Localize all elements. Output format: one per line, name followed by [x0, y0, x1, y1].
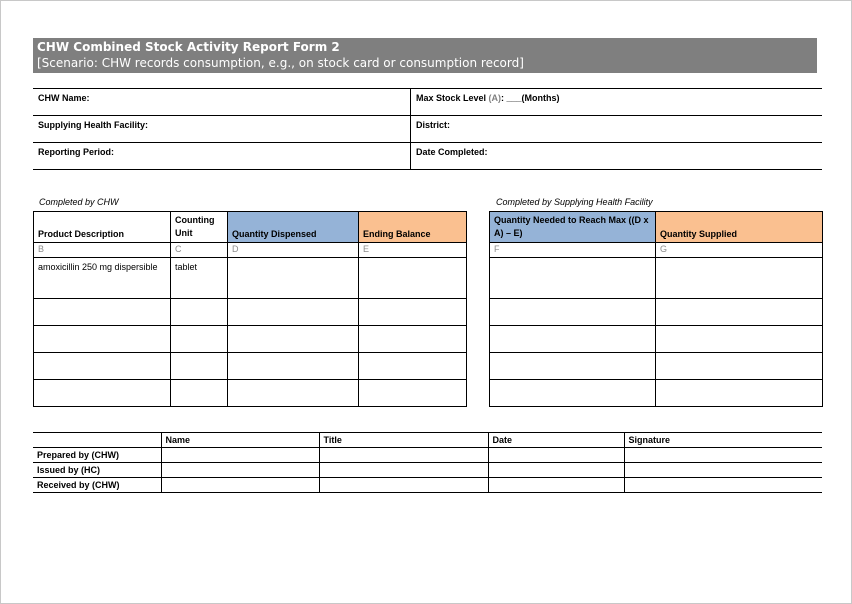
table-row: [490, 326, 823, 353]
ending-balance-cell[interactable]: [359, 299, 467, 326]
table-row: [34, 380, 467, 407]
col-counting-unit: Counting Unit: [171, 212, 228, 243]
signature-cell[interactable]: [624, 478, 822, 493]
signature-cell[interactable]: [624, 448, 822, 463]
dispensed-cell[interactable]: [228, 258, 359, 299]
table-row: [34, 258, 467, 299]
dispensed-cell[interactable]: [228, 326, 359, 353]
table-row: [490, 353, 823, 380]
table-row: [490, 380, 823, 407]
name-cell[interactable]: [161, 478, 319, 493]
sig-col-signature: Signature: [624, 433, 822, 448]
sig-col-title: Title: [319, 433, 488, 448]
unit-cell[interactable]: tablet: [171, 258, 228, 299]
col-quantity-needed: Quantity Needed to Reach Max ((D x A) – E): [490, 212, 656, 243]
ending-balance-cell[interactable]: [359, 353, 467, 380]
received-by-label: Received by (CHW): [33, 478, 161, 493]
product-cell[interactable]: [34, 326, 171, 353]
sig-col-blank: [33, 433, 161, 448]
unit-cell[interactable]: [171, 299, 228, 326]
prepared-by-label: Prepared by (CHW): [33, 448, 161, 463]
name-cell[interactable]: [161, 448, 319, 463]
form-scenario: [Scenario: CHW records consumption, e.g., on stock card or consumption record]: [37, 56, 524, 70]
quantity-needed-cell[interactable]: [490, 299, 656, 326]
chw-stock-table: [33, 211, 467, 407]
table-row: [34, 299, 467, 326]
dispensed-cell[interactable]: [228, 353, 359, 380]
date-cell[interactable]: [488, 478, 624, 493]
max-stock-level-label: Max Stock Level (A): ___(Months): [416, 93, 560, 103]
quantity-needed-cell[interactable]: [490, 353, 656, 380]
col-quantity-dispensed: Quantity Dispensed: [228, 212, 359, 243]
form-title: CHW Combined Stock Activity Report Form 2: [37, 40, 340, 54]
unit-cell[interactable]: [171, 326, 228, 353]
letter-b: B: [34, 243, 171, 258]
ending-balance-cell[interactable]: [359, 380, 467, 407]
signature-cell[interactable]: [624, 463, 822, 478]
unit-cell[interactable]: [171, 353, 228, 380]
product-cell[interactable]: [34, 353, 171, 380]
title-cell[interactable]: [319, 478, 488, 493]
form-title-banner: [33, 38, 817, 73]
district-label: District:: [416, 120, 451, 130]
quantity-needed-cell[interactable]: [490, 326, 656, 353]
dispensed-cell[interactable]: [228, 380, 359, 407]
quantity-needed-cell[interactable]: [490, 380, 656, 407]
date-cell[interactable]: [488, 448, 624, 463]
table-row: [34, 326, 467, 353]
ending-balance-cell[interactable]: [359, 326, 467, 353]
sig-col-date: Date: [488, 433, 624, 448]
table-row: [490, 299, 823, 326]
table-row: [33, 448, 822, 463]
title-cell[interactable]: [319, 448, 488, 463]
col-ending-balance: Ending Balance: [359, 212, 467, 243]
letter-f: F: [490, 243, 656, 258]
table-row: [33, 463, 822, 478]
letter-g: G: [656, 243, 823, 258]
col-quantity-supplied: Quantity Supplied: [656, 212, 823, 243]
letter-e: E: [359, 243, 467, 258]
ending-balance-cell[interactable]: [359, 258, 467, 299]
date-completed-label: Date Completed:: [416, 147, 488, 157]
dispensed-cell[interactable]: [228, 299, 359, 326]
issued-by-label: Issued by (HC): [33, 463, 161, 478]
product-cell[interactable]: [34, 299, 171, 326]
date-cell[interactable]: [488, 463, 624, 478]
table-row: [490, 258, 823, 299]
table-row: [33, 478, 822, 493]
letter-c: C: [171, 243, 228, 258]
chw-section-caption: Completed by CHW: [39, 197, 119, 207]
signature-table: [33, 432, 822, 493]
quantity-supplied-cell[interactable]: [656, 380, 823, 407]
col-product-description: Product Description: [34, 212, 171, 243]
unit-cell[interactable]: [171, 380, 228, 407]
chw-name-label: CHW Name:: [38, 93, 90, 103]
supplying-facility-label: Supplying Health Facility:: [38, 120, 149, 130]
quantity-supplied-cell[interactable]: [656, 258, 823, 299]
quantity-supplied-cell[interactable]: [656, 353, 823, 380]
name-cell[interactable]: [161, 463, 319, 478]
letter-d: D: [228, 243, 359, 258]
reporting-period-label: Reporting Period:: [38, 147, 114, 157]
facility-supply-table: [489, 211, 823, 407]
quantity-supplied-cell[interactable]: [656, 326, 823, 353]
quantity-needed-cell[interactable]: [490, 258, 656, 299]
sig-col-name: Name: [161, 433, 319, 448]
table-row: [34, 353, 467, 380]
title-cell[interactable]: [319, 463, 488, 478]
facility-section-caption: Completed by Supplying Health Facility: [496, 197, 653, 207]
product-cell[interactable]: [34, 380, 171, 407]
quantity-supplied-cell[interactable]: [656, 299, 823, 326]
product-cell[interactable]: amoxicillin 250 mg dispersible: [34, 258, 171, 299]
